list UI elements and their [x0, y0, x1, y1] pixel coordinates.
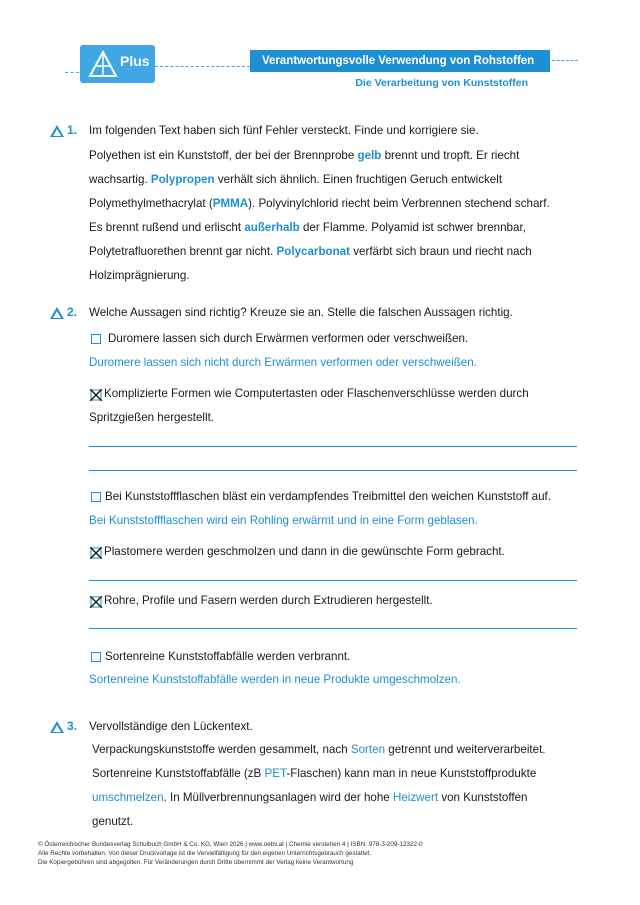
text-segment: Sortenreine Kunststoffabfälle (zB	[92, 767, 265, 780]
statement-1: Duromere lassen sich durch Erwärmen verformen oder verschweißen.	[108, 332, 469, 345]
text-segment: Polymethylmethacrylat (	[89, 197, 213, 210]
task-number: 1.	[67, 123, 78, 137]
task-level-icon	[50, 125, 64, 137]
task-level-icon	[50, 721, 64, 733]
text-segment: brennt und tropft. Er riecht	[381, 149, 520, 162]
filled-gap[interactable]: Sorten	[350, 743, 386, 756]
checkbox-statement-4-checked[interactable]	[90, 547, 102, 559]
text-segment: verfärbt sich braun und riecht nach	[350, 245, 532, 258]
correction: gelb	[357, 149, 382, 162]
checkbox-statement-3[interactable]	[91, 492, 101, 502]
task-1-text-line	[89, 220, 526, 236]
task-1-text-line	[89, 172, 502, 188]
checkbox-statement-6[interactable]	[91, 652, 101, 662]
task-1-text-line	[89, 268, 190, 284]
task-number: 3.	[67, 719, 78, 733]
text-segment: Es brennt rußend und erlischt	[89, 221, 245, 234]
cloze-line-3	[92, 790, 527, 806]
text-segment: von Kunststoffen	[438, 791, 528, 804]
answer-line[interactable]	[89, 446, 577, 447]
text-segment: Polyethen ist ein Kunststoff, der bei der Brennprobe	[89, 149, 358, 162]
correction: außerhalb	[244, 221, 300, 234]
task-2-instruction: Welche Aussagen sind richtig? Kreuze sie an. Stelle die falschen Aussagen richtig.	[89, 306, 513, 319]
text-segment: Polytetrafluorethen brennt gar nicht.	[89, 245, 277, 258]
statement-3: Bei Kunststoffflaschen bläst ein verdampfendes Treibmittel den weichen Kunststoff auf.	[105, 490, 551, 503]
correction: PMMA	[212, 197, 249, 210]
logo-text: Plus	[120, 53, 150, 69]
task-number: 2.	[67, 305, 78, 319]
footer-disclaimer: Die Kopiergebühren sind abgegolten. Für Veränderungen durch Dritte übernimmt der Verlag keine Verantwortung	[38, 859, 354, 866]
cloze-line-2	[92, 766, 536, 782]
footer-copyright: © Österreichischer Bundesverlag Schulbuch GmbH & Co. KG, Wien 2026 | www.oebv.at | Chemie verstehen 4 | ISBN: 978-3-209-12322-0	[38, 841, 423, 848]
footer-rights: Alle Rechte vorbehalten. Von dieser Druckvorlage ist die Vervielfältigung für den eigenen Unterrichtsgebrauch gestattet.	[38, 850, 372, 857]
task-1-instruction: Im folgenden Text haben sich fünf Fehler versteckt. Finde und korrigiere sie.	[89, 124, 479, 137]
cloze-line-4: genutzt.	[92, 815, 134, 828]
correction: Polycarbonat	[276, 245, 350, 258]
plus-logo	[80, 45, 155, 83]
text-segment: getrennt und weiterverarbeitet.	[385, 743, 546, 756]
filled-gap[interactable]: umschmelzen	[92, 791, 164, 804]
answer-line[interactable]	[89, 628, 577, 629]
statement-1-correction: Duromere lassen sich nicht durch Erwärmen verformen oder verschweißen.	[89, 356, 477, 369]
text-segment: wachsartig.	[89, 173, 151, 186]
checkbox-statement-5-checked[interactable]	[90, 596, 102, 608]
statement-5: Rohre, Profile und Fasern werden durch Extrudieren hergestellt.	[104, 594, 433, 607]
statement-3-correction: Bei Kunststoffflaschen wird ein Rohling erwärmt und in eine Form geblasen.	[89, 514, 478, 527]
checkbox-statement-1[interactable]	[91, 334, 101, 344]
text-segment: verhält sich ähnlich. Einen fruchtigen Geruch entwickelt	[214, 173, 503, 186]
page-title: Verantwortungsvolle Verwendung von Rohstoffen	[250, 50, 550, 72]
answer-line[interactable]	[89, 580, 577, 581]
statement-2-line-2: Spritzgießen hergestellt.	[89, 411, 215, 424]
statement-6-correction: Sortenreine Kunststoffabfälle werden in neue Produkte umgeschmolzen.	[89, 673, 461, 686]
task-1-text-line	[89, 148, 519, 164]
text-segment: . In Müllverbrennungsanlagen wird der hohe	[163, 791, 393, 804]
header-dash-right	[552, 60, 578, 61]
task-level-icon	[50, 307, 64, 319]
text-segment: -Flaschen) kann man in neue Kunststoffprodukte	[286, 767, 537, 780]
filled-gap[interactable]: PET	[264, 767, 287, 780]
checkbox-statement-2-checked[interactable]	[90, 389, 102, 401]
pyramid-icon	[88, 50, 118, 78]
statement-2-line-1: Komplizierte Formen wie Computertasten oder Flaschenverschlüsse werden durch	[104, 387, 529, 400]
text-segment: ). Polyvinylchlorid riecht beim Verbrennen stechend scharf.	[248, 197, 550, 210]
page-subtitle: Die Verarbeitung von Kunststoffen	[355, 77, 528, 89]
task-3-instruction: Vervollständige den Lückentext.	[89, 720, 253, 733]
text-segment: der Flamme. Polyamid ist schwer brennbar,	[299, 221, 526, 234]
text-segment: Verpackungskunststoffe werden gesammelt, nach	[92, 743, 351, 756]
correction: Polypropen	[150, 173, 215, 186]
statement-6: Sortenreine Kunststoffabfälle werden verbrannt.	[105, 650, 351, 663]
cloze-line-1	[92, 742, 546, 758]
task-1-text-line	[89, 244, 532, 260]
task-1-text-line	[89, 196, 550, 212]
statement-4: Plastomere werden geschmolzen und dann in die gewünschte Form gebracht.	[104, 545, 505, 558]
filled-gap[interactable]: Heizwert	[392, 791, 439, 804]
answer-line[interactable]	[89, 470, 577, 471]
header-dash-middle	[155, 66, 250, 67]
text-segment: Holzimprägnierung.	[89, 269, 190, 282]
